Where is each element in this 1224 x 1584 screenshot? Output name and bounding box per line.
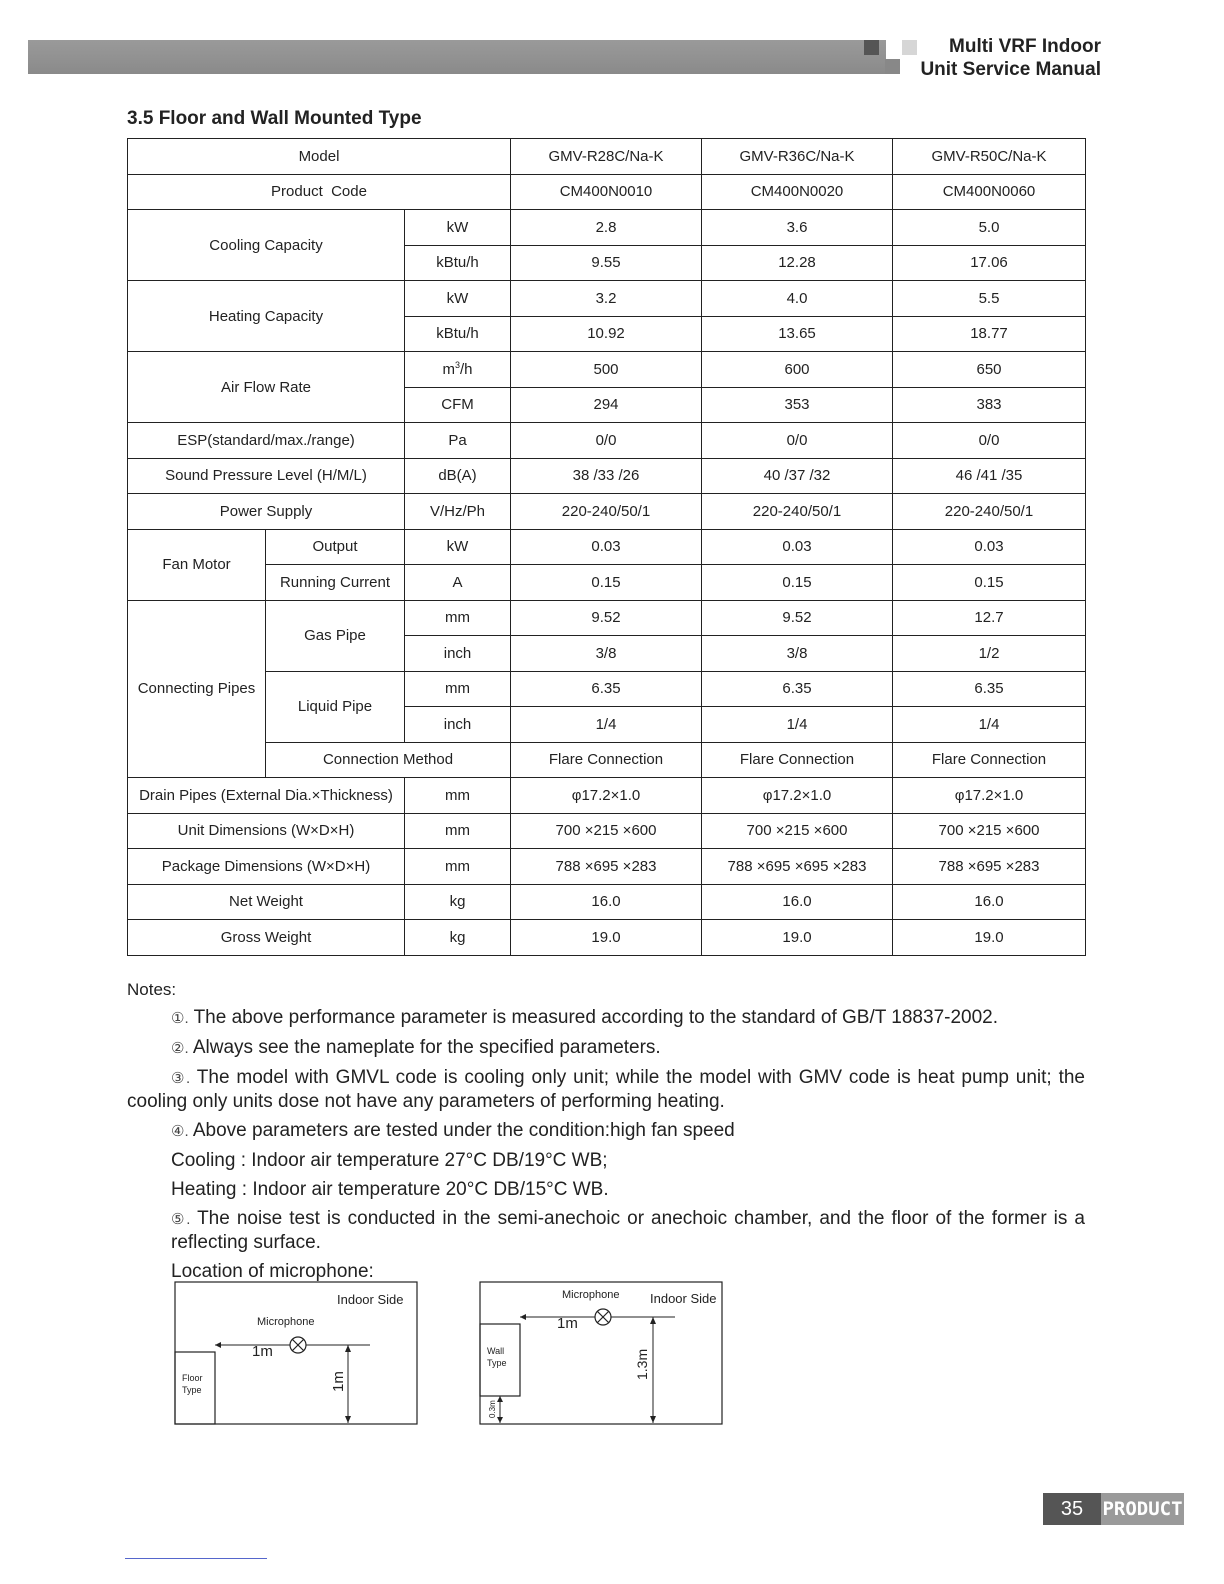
- row-fan-current: [128, 565, 1086, 601]
- liquid-inch-3: 1/4: [893, 707, 1086, 743]
- cooling-unit-kbtu: kBtu/h: [405, 245, 511, 281]
- gas-inch-1: 3/8: [511, 636, 702, 672]
- wall-arrow-up: [650, 1317, 656, 1324]
- fan-current-2: 0.15: [702, 565, 893, 601]
- connecting-pipes-label: Connecting Pipes: [128, 600, 266, 778]
- heating-kbtu-1: 10.92: [511, 316, 702, 352]
- model-label: Model: [128, 139, 511, 175]
- floor-microphone-label: Microphone: [257, 1316, 315, 1328]
- net-weight-label: Net Weight: [128, 884, 405, 920]
- gross-weight-2: 19.0: [702, 920, 893, 956]
- package-dim-1: 788 ×695 ×283: [511, 849, 702, 885]
- header-square-mid: [885, 59, 900, 74]
- model-1: GMV-R28C/Na-K: [511, 139, 702, 175]
- wall-type-diagram: [477, 1280, 727, 1428]
- net-weight-3: 16.0: [893, 884, 1086, 920]
- fan-current-unit: A: [405, 565, 511, 601]
- package-dim-label: Package Dimensions (W×D×H): [128, 849, 405, 885]
- sound-2: 40 /37 /32: [702, 458, 893, 494]
- wall-type-line2: Type: [487, 1358, 507, 1368]
- row-liquid-mm: [128, 671, 1086, 707]
- cooling-capacity-label: Cooling Capacity: [128, 210, 405, 281]
- page-number: 35: [1043, 1493, 1101, 1525]
- package-dim-unit: mm: [405, 849, 511, 885]
- gas-unit-inch: inch: [405, 636, 511, 672]
- esp-2: 0/0: [702, 423, 893, 459]
- liquid-inch-2: 1/4: [702, 707, 893, 743]
- net-weight-unit: kg: [405, 884, 511, 920]
- notes-label: Notes:: [127, 980, 177, 999]
- drain-3: φ17.2×1.0: [893, 778, 1086, 814]
- floor-indoor-side-label: Indoor Side: [337, 1292, 404, 1307]
- header-square-dark: [864, 40, 879, 55]
- floor-horizontal-dim: 1m: [252, 1343, 273, 1360]
- esp-unit: Pa: [405, 423, 511, 459]
- airflow-unit-cfm: CFM: [405, 387, 511, 423]
- fan-motor-label: Fan Motor: [128, 529, 266, 600]
- package-dim-3: 788 ×695 ×283: [893, 849, 1086, 885]
- liquid-mm-1: 6.35: [511, 671, 702, 707]
- note-3-mark: ③.: [171, 1070, 191, 1087]
- note-mic-location: Location of microphone:: [171, 1261, 374, 1282]
- note-3-text: The model with GMVL code is cooling only unit; while the model with GMV code is heat pump unit; the cooling only units dose not have any parameters of performing heating.: [127, 1067, 1085, 1112]
- unit-per-h: /h: [460, 361, 473, 379]
- wall-type-line1: Wall: [487, 1346, 505, 1356]
- gas-mm-2: 9.52: [702, 600, 893, 636]
- fan-output-3: 0.03: [893, 529, 1086, 565]
- unit-dim-unit: mm: [405, 813, 511, 849]
- heating-kw-1: 3.2: [511, 281, 702, 317]
- wall-small-dim: 0.3m: [488, 1400, 497, 1418]
- model-3: GMV-R50C/Na-K: [893, 139, 1086, 175]
- fan-output-unit: kW: [405, 529, 511, 565]
- note-4-text: Above parameters are tested under the condition:high fan speed: [192, 1120, 735, 1141]
- note-5-mark: ⑤.: [171, 1211, 191, 1228]
- cooling-kbtu-3: 17.06: [893, 245, 1086, 281]
- row-connection-method: [128, 742, 1086, 778]
- gas-inch-3: 1/2: [893, 636, 1086, 672]
- power-unit: V/Hz/Ph: [405, 494, 511, 530]
- row-gross-weight: [128, 920, 1086, 956]
- connection-method-label: Connection Method: [266, 742, 511, 778]
- manual-title-line1: Multi VRF Indoor: [949, 36, 1101, 57]
- row-airflow-m3h: [128, 352, 1086, 388]
- net-weight-2: 16.0: [702, 884, 893, 920]
- heating-capacity-label: Heating Capacity: [128, 281, 405, 352]
- unit-dim-2: 700 ×215 ×600: [702, 813, 893, 849]
- fan-current-label: Running Current: [266, 565, 405, 601]
- gas-mm-3: 12.7: [893, 600, 1086, 636]
- sound-unit: dB(A): [405, 458, 511, 494]
- row-net-weight: [128, 884, 1086, 920]
- fan-output-1: 0.03: [511, 529, 702, 565]
- fan-output-2: 0.03: [702, 529, 893, 565]
- esp-label: ESP(standard/max./range): [128, 423, 405, 459]
- liquid-unit-mm: mm: [405, 671, 511, 707]
- heating-unit-kw: kW: [405, 281, 511, 317]
- note-2-text: Always see the nameplate for the specified parameters.: [192, 1037, 661, 1058]
- drain-label: Drain Pipes (External Dia.×Thickness): [128, 778, 405, 814]
- product-code-1: CM400N0010: [511, 174, 702, 210]
- manual-title-line2: Unit Service Manual: [920, 59, 1101, 80]
- sound-3: 46 /41 /35: [893, 458, 1086, 494]
- esp-1: 0/0: [511, 423, 702, 459]
- section-tab-product: PRODUCT: [1101, 1493, 1184, 1525]
- header-square-light: [902, 40, 917, 55]
- fan-output-label: Output: [266, 529, 405, 565]
- wall-indoor-side-label: Indoor Side: [650, 1291, 717, 1306]
- liquid-mm-2: 6.35: [702, 671, 893, 707]
- connection-method-3: Flare Connection: [893, 742, 1086, 778]
- note-3: [127, 1066, 1085, 1113]
- cooling-unit-kw: kW: [405, 210, 511, 246]
- fan-current-1: 0.15: [511, 565, 702, 601]
- cooling-kw-3: 5.0: [893, 210, 1086, 246]
- footer-rule: [125, 1558, 267, 1559]
- note-5-text: The noise test is conducted in the semi-anechoic or anechoic chamber, and the floor of the former is a reflecting surface.: [171, 1208, 1085, 1253]
- note-5: [127, 1207, 1085, 1254]
- heating-kw-3: 5.5: [893, 281, 1086, 317]
- airflow-cfm-3: 383: [893, 387, 1086, 423]
- gross-weight-1: 19.0: [511, 920, 702, 956]
- product-code-3: CM400N0060: [893, 174, 1086, 210]
- wall-arrow-down: [650, 1416, 656, 1423]
- heating-unit-kbtu: kBtu/h: [405, 316, 511, 352]
- row-fan-output: [128, 529, 1086, 565]
- spec-table: [127, 138, 1086, 956]
- row-unit-dim: [128, 813, 1086, 849]
- note-2: [127, 1036, 1085, 1060]
- heating-kw-2: 4.0: [702, 281, 893, 317]
- sound-label: Sound Pressure Level (H/M/L): [128, 458, 405, 494]
- row-esp: [128, 423, 1086, 459]
- floor-arrow-left: [215, 1342, 221, 1348]
- sound-1: 38 /33 /26: [511, 458, 702, 494]
- power-1: 220-240/50/1: [511, 494, 702, 530]
- power-label: Power Supply: [128, 494, 405, 530]
- model-2: GMV-R36C/Na-K: [702, 139, 893, 175]
- row-sound: [128, 458, 1086, 494]
- gas-unit-mm: mm: [405, 600, 511, 636]
- row-drain: [128, 778, 1086, 814]
- liquid-pipe-label: Liquid Pipe: [266, 671, 405, 742]
- liquid-inch-1: 1/4: [511, 707, 702, 743]
- gas-pipe-label: Gas Pipe: [266, 600, 405, 671]
- airflow-m3h-2: 600: [702, 352, 893, 388]
- floor-arrow-down: [345, 1416, 351, 1423]
- gross-weight-3: 19.0: [893, 920, 1086, 956]
- heating-kbtu-2: 13.65: [702, 316, 893, 352]
- unit-dim-1: 700 ×215 ×600: [511, 813, 702, 849]
- gross-weight-unit: kg: [405, 920, 511, 956]
- note-cooling: Cooling : Indoor air temperature 27°C DB/19°C WB;: [171, 1150, 608, 1171]
- note-1: [127, 1006, 1085, 1030]
- unit-dim-3: 700 ×215 ×600: [893, 813, 1086, 849]
- liquid-mm-3: 6.35: [893, 671, 1086, 707]
- drain-1: φ17.2×1.0: [511, 778, 702, 814]
- floor-arrow-up: [345, 1345, 351, 1352]
- net-weight-1: 16.0: [511, 884, 702, 920]
- cooling-kw-1: 2.8: [511, 210, 702, 246]
- row-package-dim: [128, 849, 1086, 885]
- esp-3: 0/0: [893, 423, 1086, 459]
- airflow-m3h-3: 650: [893, 352, 1086, 388]
- cooling-kw-2: 3.6: [702, 210, 893, 246]
- floor-type-line2: Type: [182, 1385, 202, 1395]
- floor-vertical-dim: 1m: [330, 1371, 347, 1392]
- wall-horizontal-dim: 1m: [557, 1315, 578, 1332]
- note-2-mark: ②.: [171, 1040, 189, 1057]
- floor-type-line1: Floor: [182, 1373, 203, 1383]
- product-code-label: Product Code: [128, 174, 511, 210]
- airflow-unit-m3h: [405, 352, 511, 388]
- connection-method-2: Flare Connection: [702, 742, 893, 778]
- unit-m: m: [442, 361, 455, 379]
- power-2: 220-240/50/1: [702, 494, 893, 530]
- note-4: [127, 1119, 1085, 1143]
- cooling-kbtu-1: 9.55: [511, 245, 702, 281]
- gas-inch-2: 3/8: [702, 636, 893, 672]
- gas-mm-1: 9.52: [511, 600, 702, 636]
- row-gas-mm: [128, 600, 1086, 636]
- unit-sup: 3: [454, 360, 460, 371]
- cooling-kbtu-2: 12.28: [702, 245, 893, 281]
- liquid-unit-inch: inch: [405, 707, 511, 743]
- row-cooling-kw: [128, 210, 1086, 246]
- wall-microphone-label: Microphone: [562, 1289, 620, 1301]
- product-code-2: CM400N0020: [702, 174, 893, 210]
- heating-kbtu-3: 18.77: [893, 316, 1086, 352]
- section-title: 3.5 Floor and Wall Mounted Type: [127, 108, 422, 129]
- row-model: [128, 139, 1086, 175]
- air-flow-label: Air Flow Rate: [128, 352, 405, 423]
- wall-small-arrow-up: [497, 1396, 503, 1402]
- airflow-m3h-1: 500: [511, 352, 702, 388]
- gross-weight-label: Gross Weight: [128, 920, 405, 956]
- power-3: 220-240/50/1: [893, 494, 1086, 530]
- wall-small-arrow-down: [497, 1417, 503, 1423]
- connection-method-1: Flare Connection: [511, 742, 702, 778]
- package-dim-2: 788 ×695 ×695 ×283: [702, 849, 893, 885]
- airflow-cfm-2: 353: [702, 387, 893, 423]
- note-heating: Heating : Indoor air temperature 20°C DB/15°C WB.: [171, 1179, 609, 1200]
- floor-type-diagram: [172, 1280, 422, 1428]
- fan-current-3: 0.15: [893, 565, 1086, 601]
- wall-vertical-dim: 1.3m: [634, 1348, 650, 1380]
- airflow-cfm-1: 294: [511, 387, 702, 423]
- note-1-mark: ①.: [171, 1010, 189, 1027]
- unit-dim-label: Unit Dimensions (W×D×H): [128, 813, 405, 849]
- header-bar: [28, 40, 886, 74]
- drain-2: φ17.2×1.0: [702, 778, 893, 814]
- row-power: [128, 494, 1086, 530]
- note-4-mark: ④.: [171, 1123, 189, 1140]
- manual-title: [920, 35, 1101, 81]
- row-product-code: [128, 174, 1086, 210]
- note-1-text: The above performance parameter is measured according to the standard of GB/T 18837-2002.: [193, 1007, 999, 1028]
- notes: [127, 980, 1085, 1289]
- wall-arrow-left: [520, 1314, 526, 1320]
- row-heating-kw: [128, 281, 1086, 317]
- drain-unit: mm: [405, 778, 511, 814]
